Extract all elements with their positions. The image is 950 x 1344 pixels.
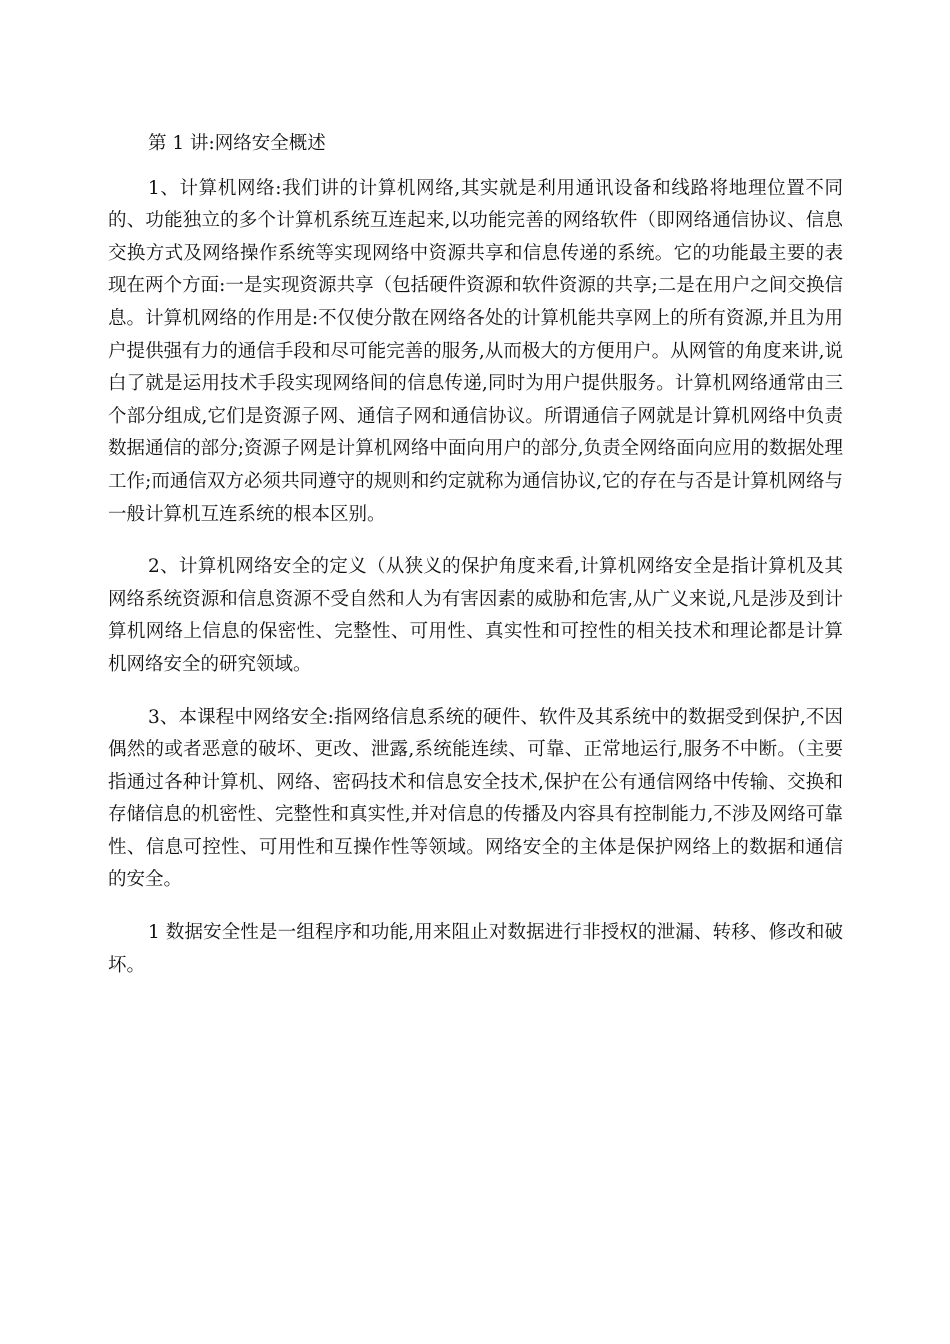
paragraph-data-security: 1 数据安全性是一组程序和功能,用来阻止对数据进行非授权的泄漏、转移、修改和破坏。 — [108, 922, 843, 976]
lecture-title: 第 1 讲:网络安全概述 — [148, 133, 326, 154]
paragraph-course-network-security: 3、本课程中网络安全:指网络信息系统的硬件、软件及其系统中的数据受到保护,不因偶然的或者恶意的破坏、更改、泄露,系统能连续、可靠、正常地运行,服务不中断。（主要指通过各种计算机、网络、密码技术和信息安全技术,保护在公有通信网络中传输、交换和存储信息的机密性、完整性和真实性,并对信息的传播及内容具有控制能力,不涉及网络可靠性、信息可控性、可用性和互操作性等领域。网络安全的主体是保护网络上的数据和通信的安全。 — [108, 706, 843, 891]
paragraph-computer-network: 1、计算机网络:我们讲的计算机网络,其实就是利用通讯设备和线路将地理位置不同的、功能独立的多个计算机系统互连起来,以功能完善的网络软件（即网络通信协议、信息交换方式及网络操作系统等实现网络中资源共享和信息传递的系统。它的功能最主要的表现在两个方面:一是实现资源共享（包括硬件资源和软件资源的共享;二是在用户之间交换信息。计算机网络的作用是:不仅使分散在网络各处的计算机能共享网上的所有资源,并且为用户提供强有力的通信手段和尽可能完善的服务,从而极大的方便用户。从网管的角度来讲,说白了就是运用技术手段实现网络间的信息传递,同时为用户提供服务。计算机网络通常由三个部分组成,它们是资源子网、通信子网和通信协议。所谓通信子网就是计算机网络中负责数据通信的部分;资源子网是计算机网络中面向用户的部分,负责全网络面向应用的数据处理工作;而通信双方必须共同遵守的规则和约定就称为通信协议,它的存在与否是计算机网络与一般计算机互连系统的根本区别。 — [108, 177, 843, 525]
document-body — [108, 128, 843, 1002]
paragraph-network-security-definition: 2、计算机网络安全的定义（从狭义的保护角度来看,计算机网络安全是指计算机及其网络系统资源和信息资源不受自然和人为有害因素的威胁和危害,从广义来说,凡是涉及到计算机网络上信息的保密性、完整性、可用性、真实性和可控性的相关技术和理论都是计算机网络安全的研究领域。 — [108, 556, 843, 675]
